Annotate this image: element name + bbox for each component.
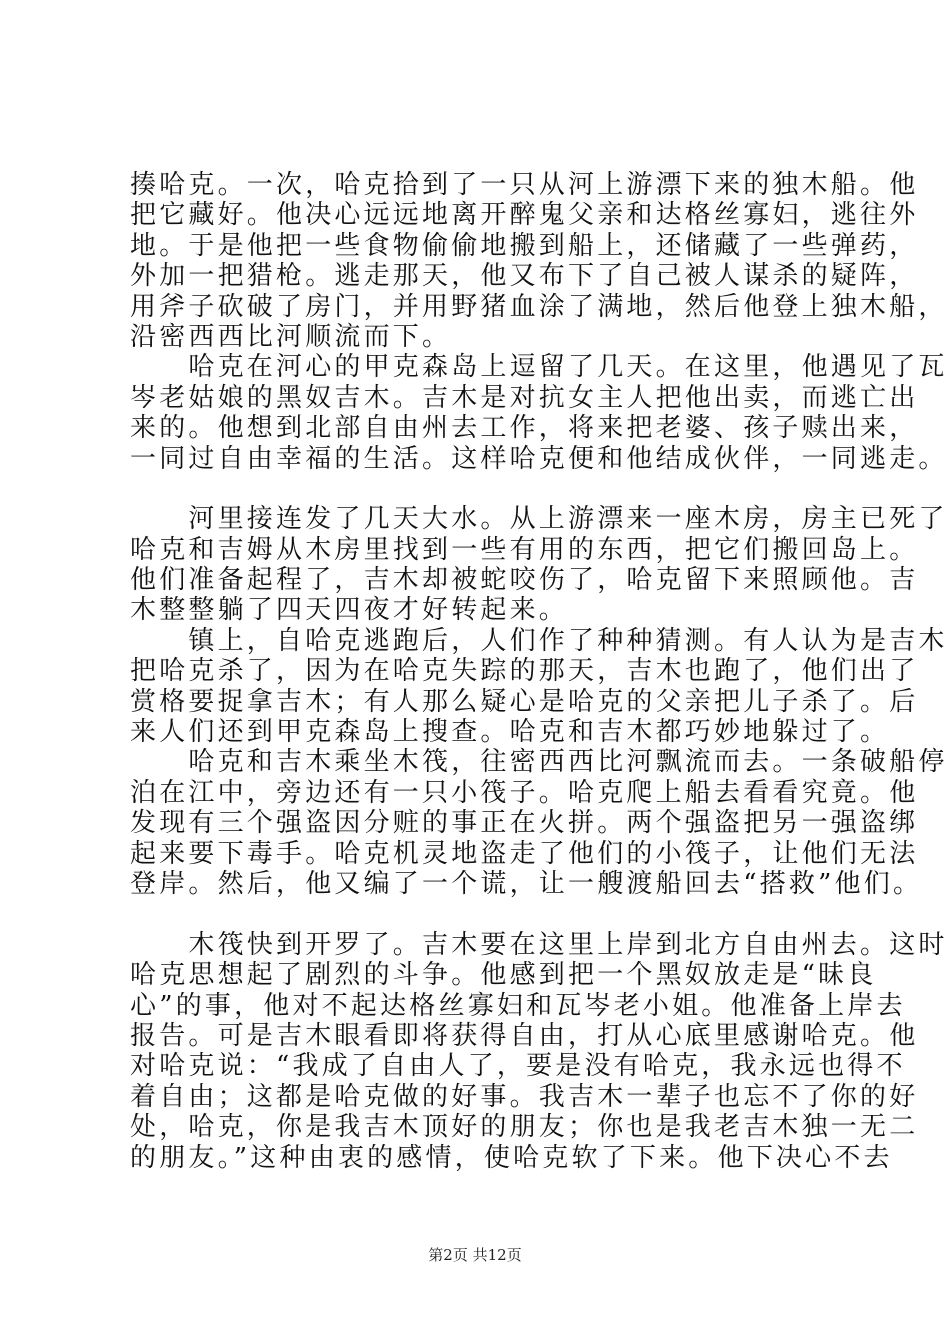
text-line: 哈克和吉木乘坐木筏，往密西西比河飘流而去。一条破船停 [130, 747, 948, 778]
text-line: 登岸。然后，他又编了一个谎，让一艘渡船回去“搭救”他们。 [130, 868, 923, 899]
text-line: 他们准备起程了，吉木却被蛇咬伤了，哈克留下来照顾他。吉 [130, 565, 919, 596]
text-line: 着自由；这都是哈克做的好事。我吉木一辈子也忘不了你的好 [130, 1081, 919, 1112]
text-line: 的朋友。”这种由衷的感情，使哈克软了下来。他下决心不去 [130, 1142, 893, 1173]
text-line: 来人们还到甲克森岛上搜查。哈克和吉木都巧妙地躲过了。 [130, 717, 890, 748]
page-footer: 第2页 共12页 [428, 1246, 522, 1264]
document-body [130, 170, 948, 1173]
text-line: 泊在江中，旁边还有一只小筏子。哈克爬上船去看看究竟。他 [130, 777, 919, 808]
text-line: 来的。他想到北部自由州去工作，将来把老婆、孩子赎出来， [130, 413, 919, 444]
text-line: 处，哈克，你是我吉木顶好的朋友；你也是我老吉木独一无二 [130, 1112, 919, 1143]
text-line: 报告。可是吉木眼看即将获得自由，打从心底里感谢哈克。他 [130, 1020, 919, 1051]
text-line: 心”的事，他对不起达格丝寡妇和瓦岑老小姐。他准备上岸去 [130, 990, 906, 1021]
blank-line [130, 899, 870, 929]
text-line: 用斧子砍破了房门，并用野猪血涂了满地，然后他登上独木船， [130, 291, 948, 322]
text-line: 岑老姑娘的黑奴吉木。吉木是对抗女主人把他出卖，而逃亡出 [130, 382, 919, 413]
text-line: 哈克思想起了剧烈的斗争。他感到把一个黑奴放走是“昧良 [130, 960, 877, 991]
text-line: 把它藏好。他决心远远地离开醉鬼父亲和达格丝寡妇，逃往外 [130, 200, 919, 231]
text-line: 河里接连发了几天大水。从上游漂来一座木房，房主已死了 [130, 504, 948, 535]
text-line: 木整整躺了四天四夜才好转起来。 [130, 595, 569, 626]
text-line: 哈克和吉姆从木房里找到一些有用的东西，把它们搬回岛上。 [130, 534, 919, 565]
text-line: 揍哈克。一次，哈克拾到了一只从河上游漂下来的独木船。他 [130, 170, 919, 200]
text-line: 对哈克说：“我成了自由人了，要是没有哈克，我永远也得不 [130, 1051, 906, 1082]
text-line: 一同过自由幸福的生活。这样哈克便和他结成伙伴，一同逃走。 [130, 443, 948, 474]
text-line: 把哈克杀了，因为在哈克失踪的那天，吉木也跑了，他们出了 [130, 656, 919, 687]
text-line: 地。于是他把一些食物偷偷地搬到船上，还储藏了一些弹药， [130, 230, 919, 261]
text-line: 木筏快到开罗了。吉木要在这里上岸到北方自由州去。这时 [130, 929, 948, 960]
text-line: 起来要下毒手。哈克机灵地盗走了他们的小筏子，让他们无法 [130, 838, 919, 869]
text-line: 镇上，自哈克逃跑后，人们作了种种猜测。有人认为是吉木 [130, 625, 948, 656]
text-line: 发现有三个强盗因分赃的事正在火拼。两个强盗把另一强盗绑 [130, 808, 919, 839]
blank-line [130, 474, 870, 504]
text-line: 外加一把猎枪。逃走那天，他又布下了自己被人谋杀的疑阵， [130, 261, 919, 292]
text-line: 哈克在河心的甲克森岛上逗留了几天。在这里，他遇见了瓦 [130, 352, 948, 383]
text-line: 沿密西西比河顺流而下。 [130, 321, 452, 352]
text-line: 赏格要捉拿吉木；有人那么疑心是哈克的父亲把儿子杀了。后 [130, 686, 919, 717]
